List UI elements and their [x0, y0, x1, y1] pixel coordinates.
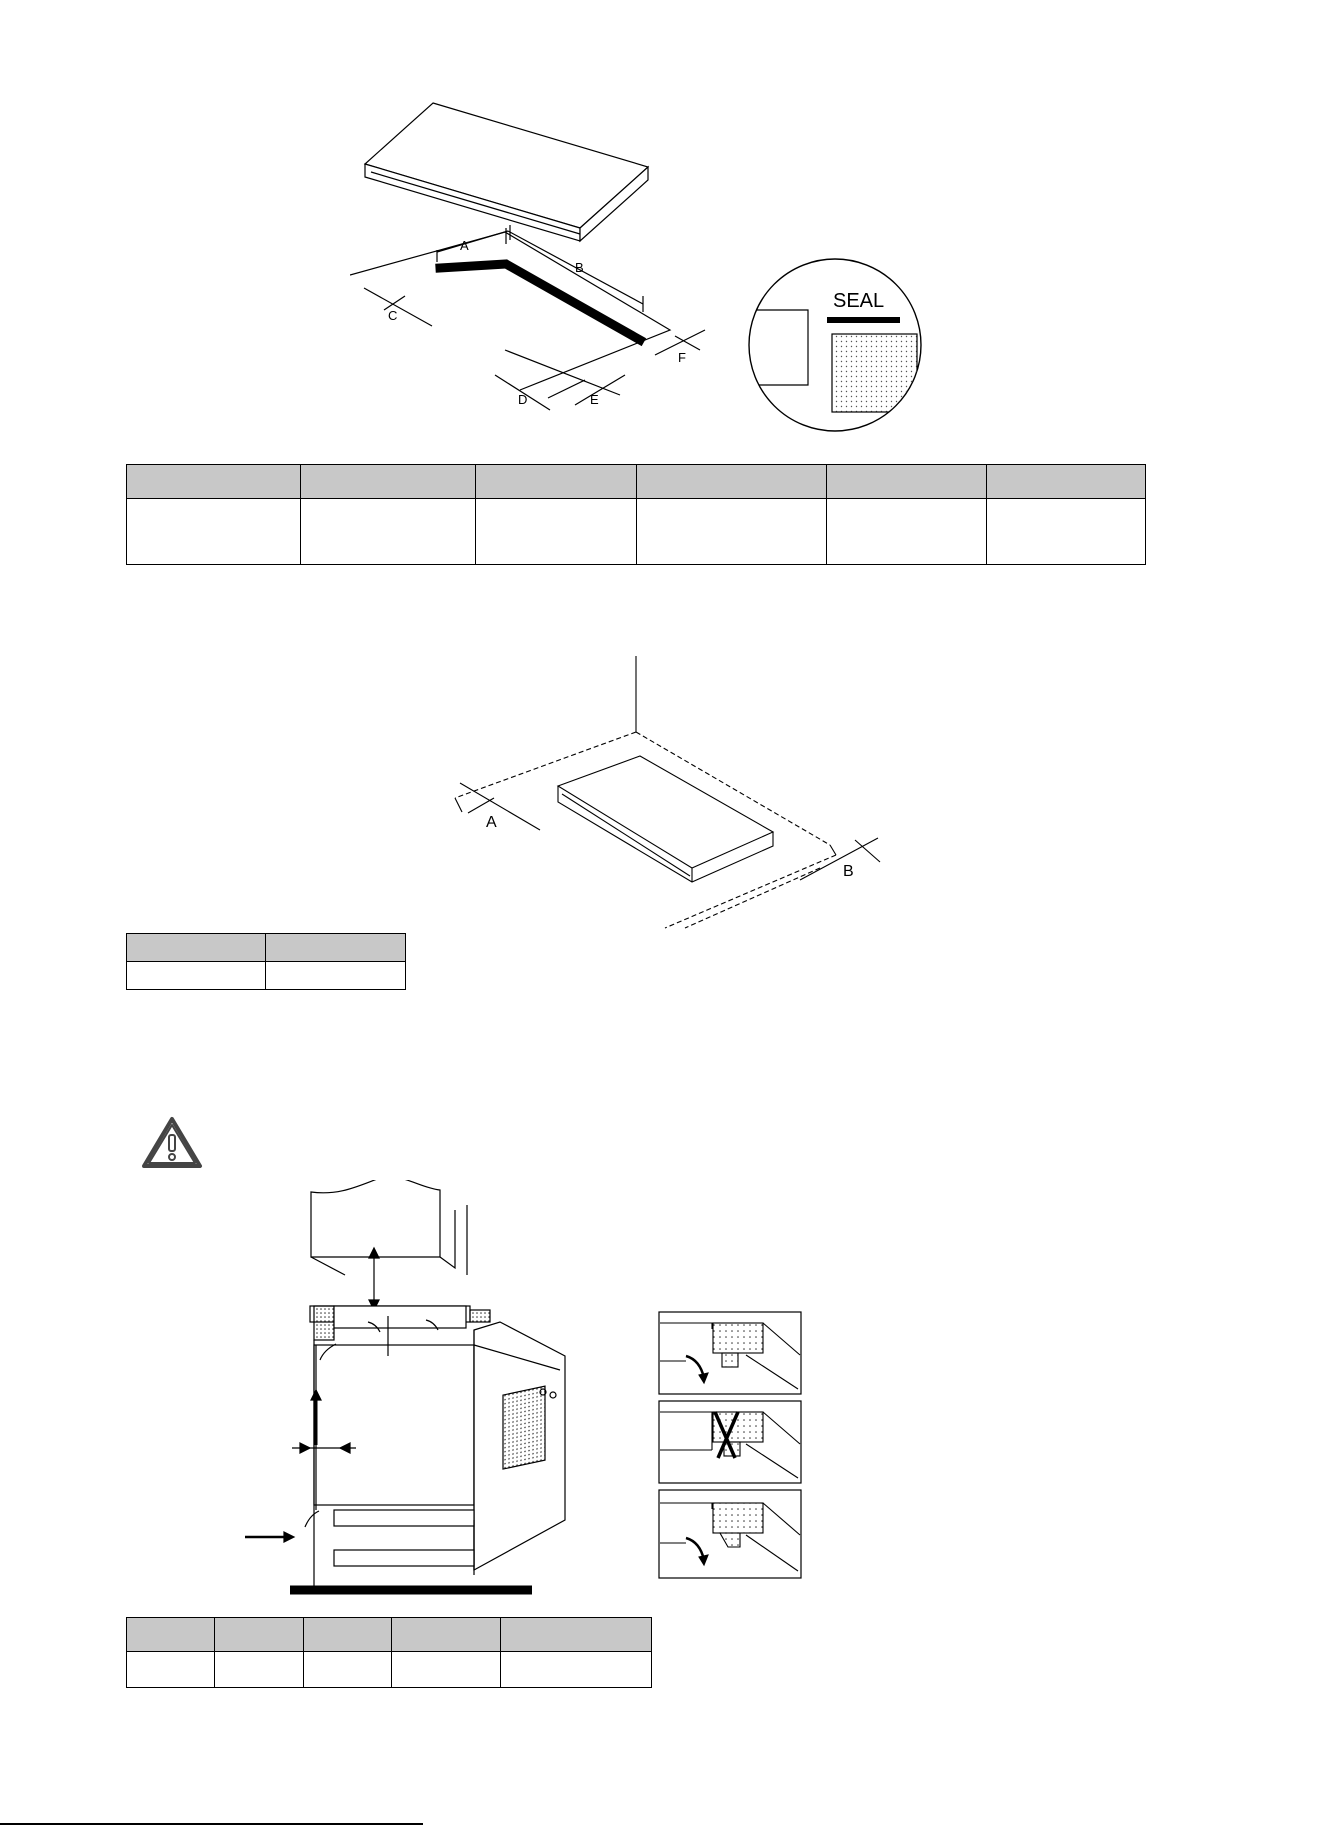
table-header-row — [127, 1618, 652, 1652]
table-cell — [637, 499, 827, 565]
table-cell — [127, 962, 266, 990]
dim-label-b: B — [575, 260, 584, 275]
dim-label-e: E — [590, 392, 599, 407]
table-cell — [215, 1652, 304, 1688]
table-header-cell — [501, 1618, 652, 1652]
table-cell — [127, 499, 301, 565]
table-header-cell — [987, 465, 1146, 499]
hob-edge-detail-incorrect — [658, 1400, 802, 1484]
dim-label-c: C — [388, 308, 398, 323]
table-row — [127, 962, 406, 990]
cutout-dimensions-table — [126, 464, 1146, 565]
hob-edge-detail-correct-bottom — [658, 1489, 802, 1579]
table-cell — [987, 499, 1146, 565]
table-header-cell — [392, 1618, 501, 1652]
table-header-cell — [301, 465, 476, 499]
table-header-cell — [127, 1618, 215, 1652]
table-header-cell — [215, 1618, 304, 1652]
table-header-cell — [827, 465, 987, 499]
table-header-cell — [127, 465, 301, 499]
table-cell — [266, 962, 406, 990]
table-header-cell — [476, 465, 637, 499]
dim-label-a: A — [460, 238, 469, 253]
table-header-cell — [637, 465, 827, 499]
clearance-label-b: B — [843, 863, 854, 880]
dim-label-f: F — [678, 350, 686, 365]
hob-edge-detail-correct-top — [658, 1311, 802, 1395]
table-header-cell — [304, 1618, 392, 1652]
table-header-cell — [127, 934, 266, 962]
ventilation-diagram — [240, 1180, 580, 1600]
table-cell — [304, 1652, 392, 1688]
clearance-table — [126, 933, 406, 990]
clearance-label-a: A — [486, 814, 497, 831]
cutout-dimension-diagram — [350, 95, 710, 415]
footer-rule — [0, 1823, 423, 1825]
table-row — [127, 1652, 652, 1688]
table-cell — [501, 1652, 652, 1688]
ventilation-table — [126, 1617, 652, 1688]
table-cell — [827, 499, 987, 565]
table-cell — [127, 1652, 215, 1688]
table-row — [127, 499, 1146, 565]
table-cell — [476, 499, 637, 565]
warning-triangle-icon — [140, 1115, 204, 1171]
seal-detail-diagram — [745, 255, 925, 435]
dim-label-d: D — [518, 392, 528, 407]
seal-label: SEAL — [833, 290, 885, 312]
table-header-row — [127, 465, 1146, 499]
table-header-row — [127, 934, 406, 962]
table-header-cell — [266, 934, 406, 962]
wall-clearance-diagram — [445, 650, 885, 935]
table-cell — [392, 1652, 501, 1688]
table-cell — [301, 499, 476, 565]
